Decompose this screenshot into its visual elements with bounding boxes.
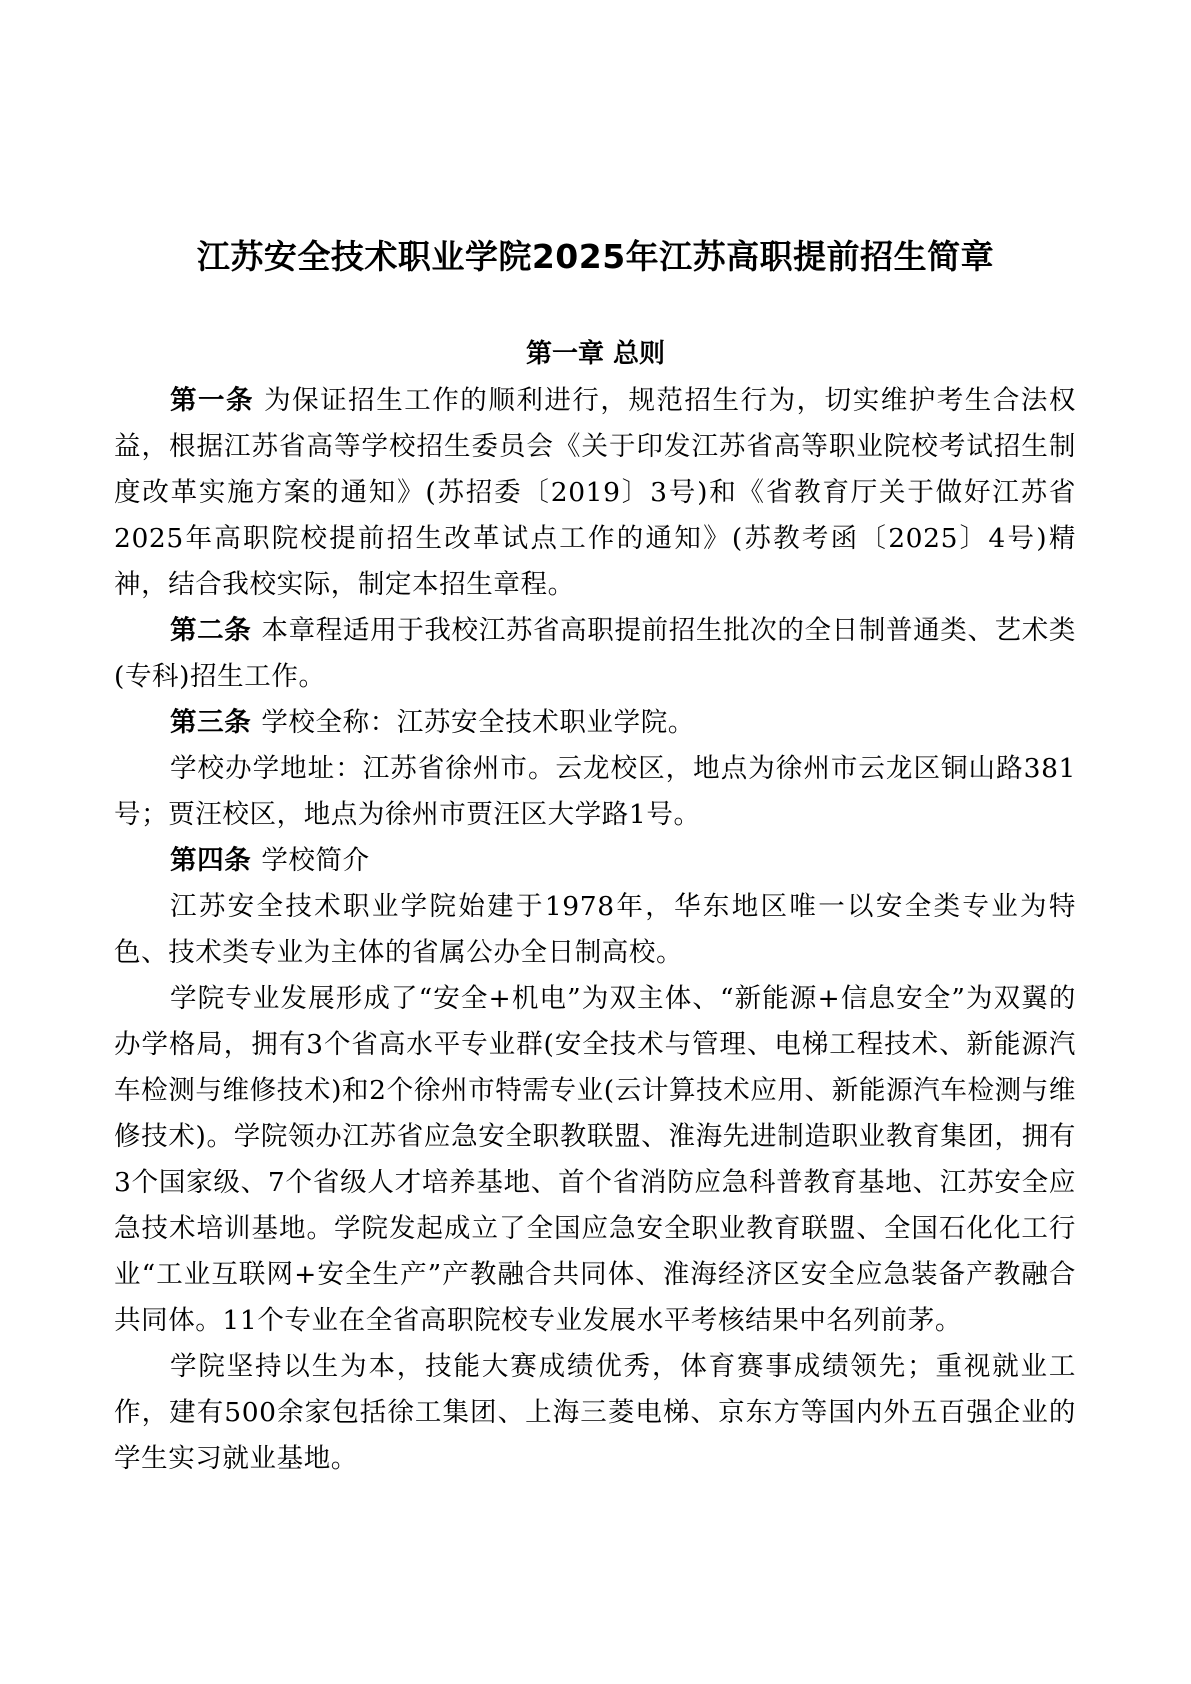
school-address-paragraph <box>114 746 1076 838</box>
paragraph-text: 江苏安全技术职业学院始建于1978年，华东地区唯一以安全类专业为特色、技术类专业为主体的省属公办全日制高校。 <box>114 891 1076 968</box>
article-4-paragraph <box>114 838 1076 884</box>
paragraph-text: 学校办学地址：江苏省徐州市。云龙校区，地点为徐州市云龙区铜山路381号；贾汪校区，地点为徐州市贾汪区大学路1号。 <box>114 753 1076 830</box>
paragraph-text: 学院专业发展形成了“安全+机电”为双主体、“新能源+信息安全”为双翼的办学格局，拥有3个省高水平专业群(安全技术与管理、电梯工程技术、新能源汽车检测与维修技术)和2个徐州市特需专业(云计算技术应用、新能源汽车检测与维修技术)。学院领办江苏省应急安全职教联盟、淮海先进制造职业教育集团，拥有3个国家级、7个省级人才培养基地、首个省消防应急科普教育基地、江苏安全应急技术培训基地。学院发起成立了全国应急安全职业教育联盟、全国石化化工行业“工业互联网+安全生产”产教融合共同体、淮海经济区安全应急装备产教融合共同体。11个专业在全省高职院校专业发展水平考核结果中名列前茅。 <box>114 983 1076 1336</box>
article-label: 第二条 <box>170 615 252 646</box>
paragraph-text: 学院坚持以生为本，技能大赛成绩优秀，体育赛事成绩领先；重视就业工作，建有500余家包括徐工集团、上海三菱电梯、京东方等国内外五百强企业的学生实习就业基地。 <box>114 1351 1076 1474</box>
article-3-paragraph <box>114 700 1076 746</box>
article-label: 第一条 <box>170 385 255 416</box>
school-intro-paragraph <box>114 884 1076 976</box>
school-employment-paragraph <box>114 1344 1076 1482</box>
document-title: 江苏安全技术职业学院2025年江苏高职提前招生简章 <box>196 237 995 276</box>
chapter-heading: 第一章 总则 <box>525 339 666 369</box>
document-body <box>114 378 1076 1482</box>
article-1-paragraph <box>114 378 1076 608</box>
article-2-paragraph <box>114 608 1076 700</box>
school-majors-paragraph <box>114 976 1076 1344</box>
article-label: 第四条 <box>170 845 252 876</box>
article-label: 第三条 <box>170 707 252 738</box>
paragraph-text: 学校全称：江苏安全技术职业学院。 <box>261 707 695 738</box>
paragraph-text: 学校简介 <box>261 845 370 876</box>
paragraph-text: 本章程适用于我校江苏省高职提前招生批次的全日制普通类、艺术类(专科)招生工作。 <box>114 615 1076 692</box>
paragraph-text: 为保证招生工作的顺利进行，规范招生行为，切实维护考生合法权益，根据江苏省高等学校招生委员会《关于印发江苏省高等职业院校考试招生制度改革实施方案的通知》(苏招委〔2019〕3号)和《省教育厅关于做好江苏省2025年高职院校提前招生改革试点工作的通知》(苏教考函〔2025〕4号)精神，结合我校实际，制定本招生章程。 <box>114 385 1076 600</box>
